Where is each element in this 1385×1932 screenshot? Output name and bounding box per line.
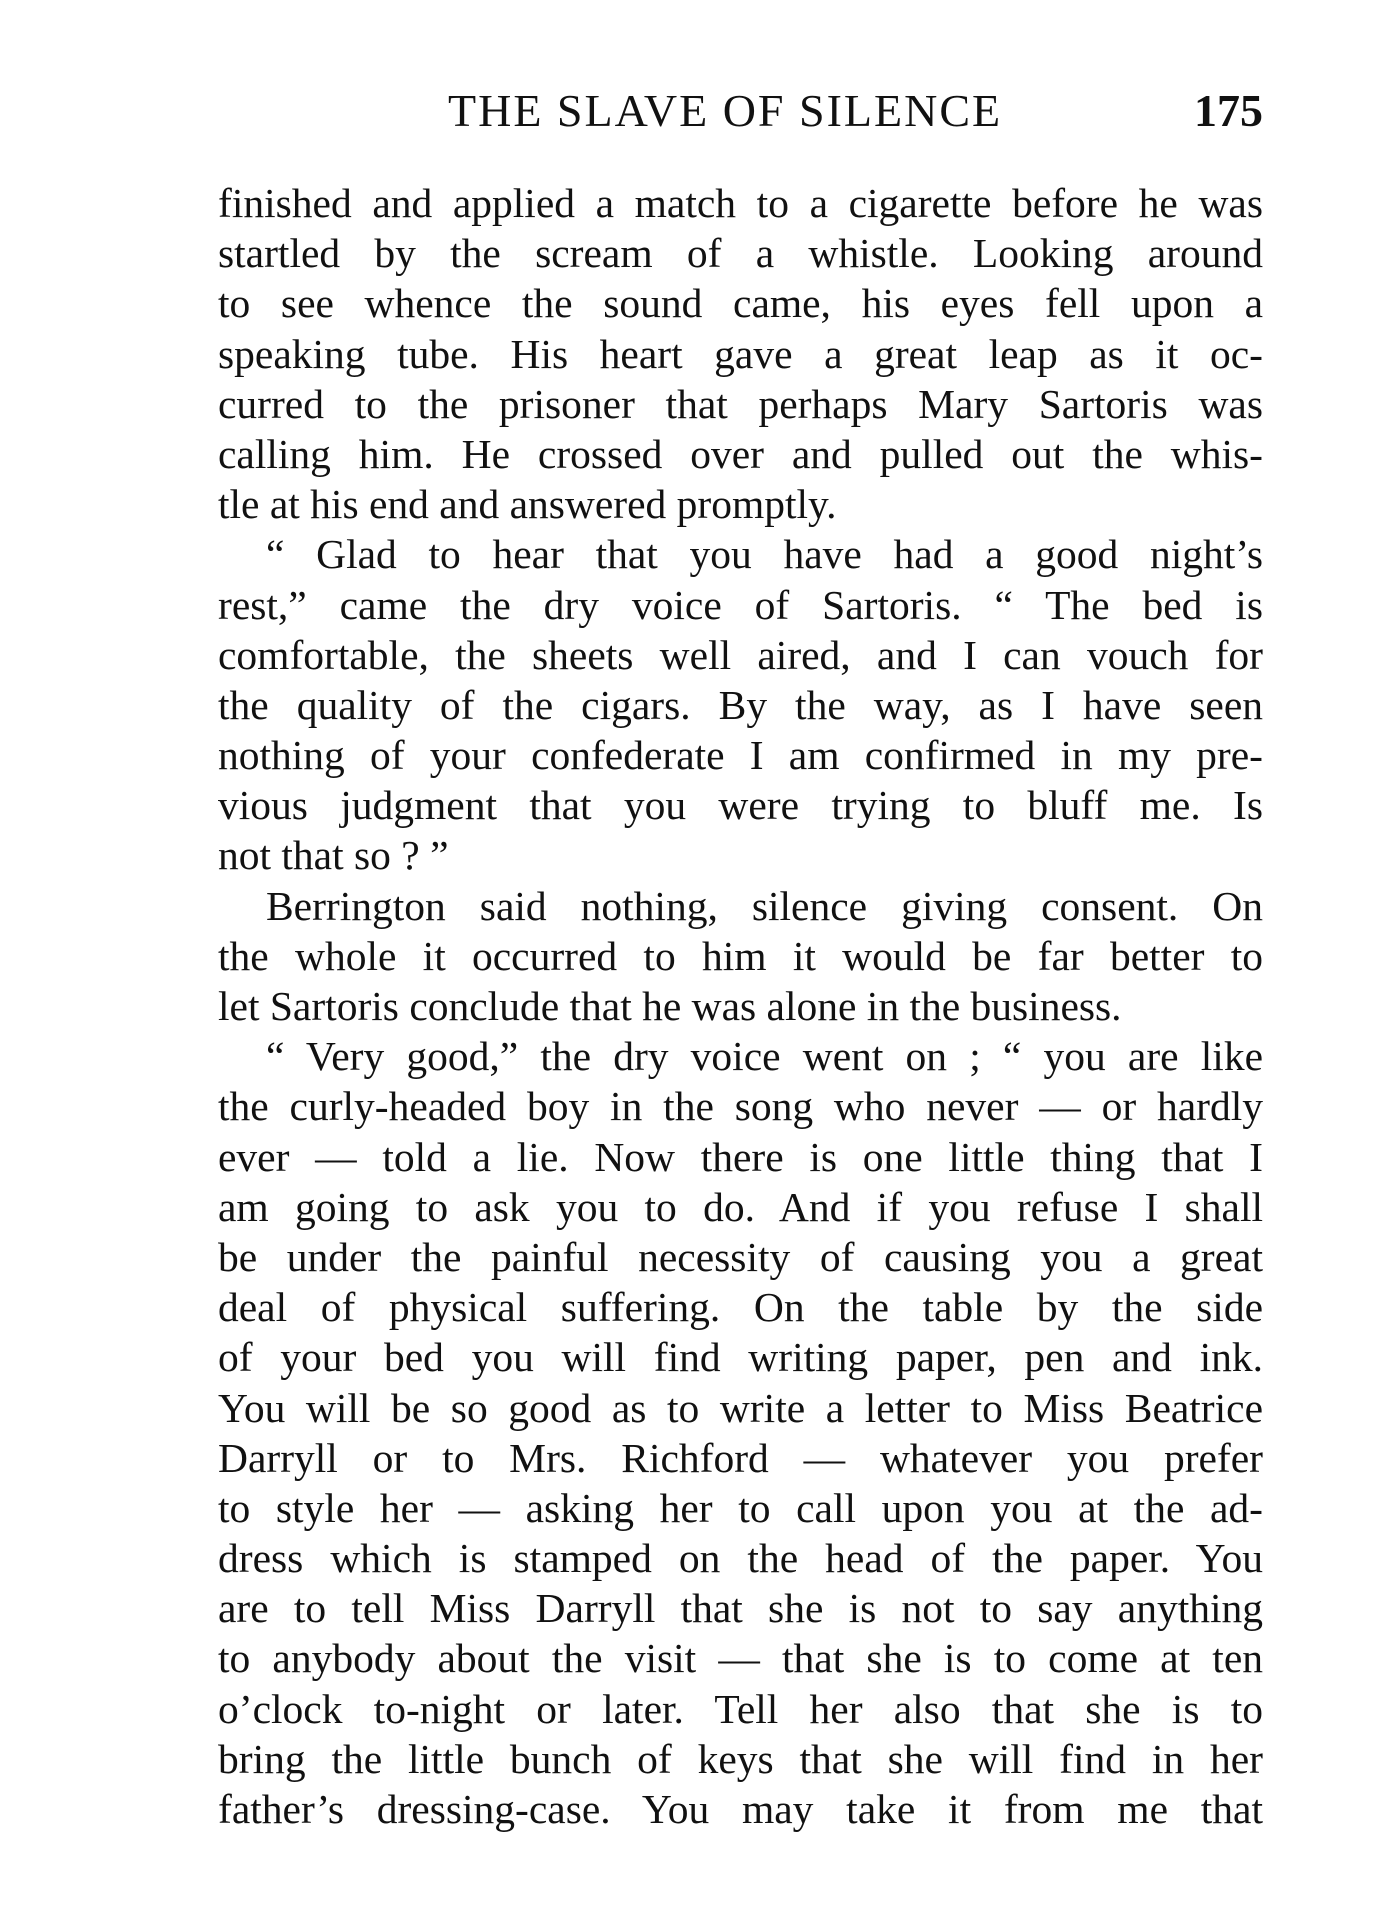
text-line: “ Very good,” the dry voice went on ; “ you are like [266,1033,1263,1080]
text-line: let Sartoris conclude that he was alone in the business. [218,983,1122,1029]
text-line: Darryll or to Mrs. Richford — whatever you prefer [218,1434,1263,1481]
text-line: finished and applied a match to a cigarette before he was [218,180,1263,226]
running-head [218,84,1263,144]
text-line: comfortable, the sheets well aired, and I can vouch for [218,631,1263,678]
text-line: to anybody about the visit — that she is to come at ten [218,1635,1263,1682]
page-number: 175 [1194,85,1263,136]
text-line: curred to the prisoner that perhaps Mary Sartoris was [218,380,1263,427]
text-line: startled by the scream of a whistle. Looking around [218,230,1263,277]
body-text [218,178,1263,1834]
text-line: vious judgment that you were trying to bluff me. Is [218,782,1263,829]
text-line: the curly-headed boy in the song who never — or hardly [218,1083,1263,1130]
text-line: rest,” came the dry voice of Sartoris. “ The bed is [218,581,1263,628]
text-line: Berrington said nothing, silence giving consent. On [266,882,1263,929]
text-line: of your bed you will find writing paper, pen and ink. [218,1334,1263,1381]
text-line: father’s dressing-case. You may take it from me that [218,1786,1263,1832]
text-line: to style her — asking her to call upon you at the ad- [218,1484,1263,1531]
text-line: nothing of your confederate I am confirmed in my pre- [218,732,1263,779]
text-line: “ Glad to hear that you have had a good night’s [266,531,1263,578]
text-line: deal of physical suffering. On the table by the side [218,1284,1263,1331]
running-title: THE SLAVE OF SILENCE [448,85,1003,136]
text-line: to see whence the sound came, his eyes fell upon a [218,280,1263,327]
text-line: o’clock to-night or later. Tell her also that she is to [218,1685,1263,1732]
text-line: not that so ? ” [218,832,449,879]
text-line: ever — told a lie. Now there is one little thing that I [218,1133,1263,1180]
text-line: be under the painful necessity of causing you a great [218,1233,1263,1280]
text-line: bring the little bunch of keys that she will find in her [218,1735,1263,1782]
text-line: the quality of the cigars. By the way, as I have seen [218,681,1263,728]
text-line: the whole it occurred to him it would be far better to [218,932,1263,979]
text-line: You will be so good as to write a letter to Miss Beatrice [218,1384,1263,1431]
text-line: calling him. He crossed over and pulled out the whis- [218,430,1263,477]
text-line: speaking tube. His heart gave a great leap as it oc- [218,330,1263,377]
text-line: dress which is stamped on the head of the paper. You [218,1535,1263,1582]
text-line: are to tell Miss Darryll that she is not to say anything [218,1585,1263,1632]
text-line: am going to ask you to do. And if you refuse I shall [218,1183,1263,1230]
text-line: tle at his end and answered promptly. [218,481,837,528]
